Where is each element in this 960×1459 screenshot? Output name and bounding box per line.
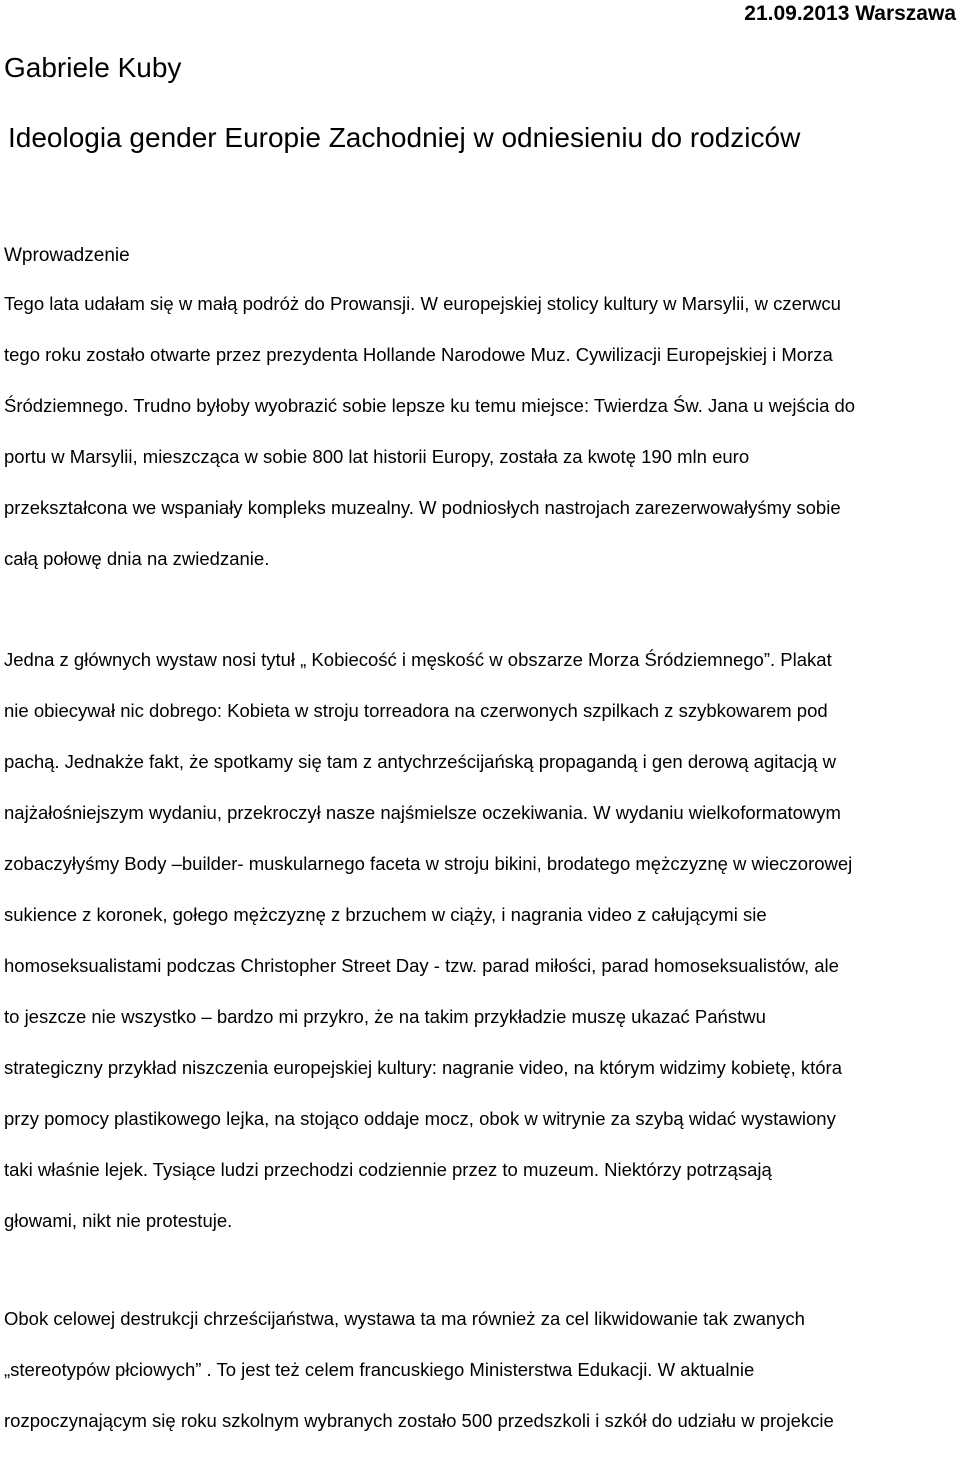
- paragraph-line: rozpoczynającym się roku szkolnym wybranych zostało 500 przedszkoli i szkół do udziału w projekcie: [4, 1410, 834, 1431]
- paragraph-line: nie obiecywał nic dobrego: Kobieta w stroju torreadora na czerwonych szpilkach z szybkowarem pod: [4, 700, 828, 721]
- paragraph-line: „stereotypów płciowych” . To jest też celem francuskiego Ministerstwa Edukacji. W aktualnie: [4, 1359, 755, 1380]
- paragraph-introduction: [4, 291, 956, 597]
- paragraph-line: przekształcona we wspaniały kompleks muzealny. W podniosłych nastrojach zarezerwowałyśmy sobie: [4, 497, 841, 518]
- paragraph-line: portu w Marsylii, mieszcząca w sobie 800 lat historii Europy, została za kwotę 190 mln euro: [4, 446, 750, 467]
- paragraph-line: Jedna z głównych wystaw nosi tytuł „ Kobiecość i męskość w obszarze Morza Śródziemnego”. Plakat: [4, 649, 832, 670]
- paragraph-line: Śródziemnego. Trudno byłoby wyobrazić sobie lepsze ku temu miejsce: Twierdza Św. Jana u wejścia do: [4, 395, 856, 416]
- paragraph-line: głowami, nikt nie protestuje.: [4, 1210, 233, 1231]
- paragraph-line: całą połowę dnia na zwiedzanie.: [4, 548, 270, 569]
- paragraph-line: taki właśnie lejek. Tysiące ludzi przechodzi codziennie przez to muzeum. Niektórzy potrząsają: [4, 1159, 772, 1180]
- paragraph-line: sukience z koronek, gołego mężczyznę z brzuchem w ciąży, i nagrania video z całującymi sie: [4, 904, 767, 925]
- paragraph-line: Obok celowej destrukcji chrześcijaństwa, wystawa ta ma również za cel likwidowanie tak zwanych: [4, 1308, 805, 1329]
- paragraph-line: Tego lata udałam się w małą podróż do Prowansji. W europejskiej stolicy kultury w Marsylii, w czerwcu: [4, 293, 841, 314]
- paragraph-line: pachą. Jednakże fakt, że spotkamy się tam z antychrześcijańską propagandą i gen derową agitacją w: [4, 751, 836, 772]
- paragraph-exhibition: [4, 647, 956, 1259]
- paragraph-line: homoseksualistami podczas Christopher Street Day - tzw. parad miłości, parad homoseksualistów, ale: [4, 955, 839, 976]
- paragraph-ministry: [4, 1306, 956, 1459]
- paragraph-line: najżałośniejszym wydaniu, przekroczył nasze najśmielsze oczekiwania. W wydaniu wielkoformatowym: [4, 802, 841, 823]
- paragraph-line: strategiczny przykład niszczenia europejskiej kultury: nagranie video, na którym widzimy kobietę, która: [4, 1057, 843, 1078]
- paragraph-line: to jeszcze nie wszystko – bardzo mi przykro, że na takim przykładzie muszę ukazać Państwu: [4, 1006, 766, 1027]
- document-title: Ideologia gender Europie Zachodniej w odniesieniu do rodziców: [8, 122, 801, 153]
- paragraph-line: przy pomocy plastikowego lejka, na stojąco oddaje mocz, obok w witrynie za szybą widać wystawiony: [4, 1108, 836, 1129]
- paragraph-line: zobaczyłyśmy Body –builder- muskularnego faceta w stroju bikini, brodatego mężczyznę w wieczorowej: [4, 853, 853, 874]
- document-date: 21.09.2013 Warszawa: [744, 2, 956, 25]
- section-heading: Wprowadzenie: [4, 245, 130, 266]
- paragraph-line: tego roku zostało otwarte przez prezydenta Hollande Narodowe Muz. Cywilizacji Europejskiej i Morza: [4, 344, 833, 365]
- author-name: Gabriele Kuby: [4, 52, 182, 83]
